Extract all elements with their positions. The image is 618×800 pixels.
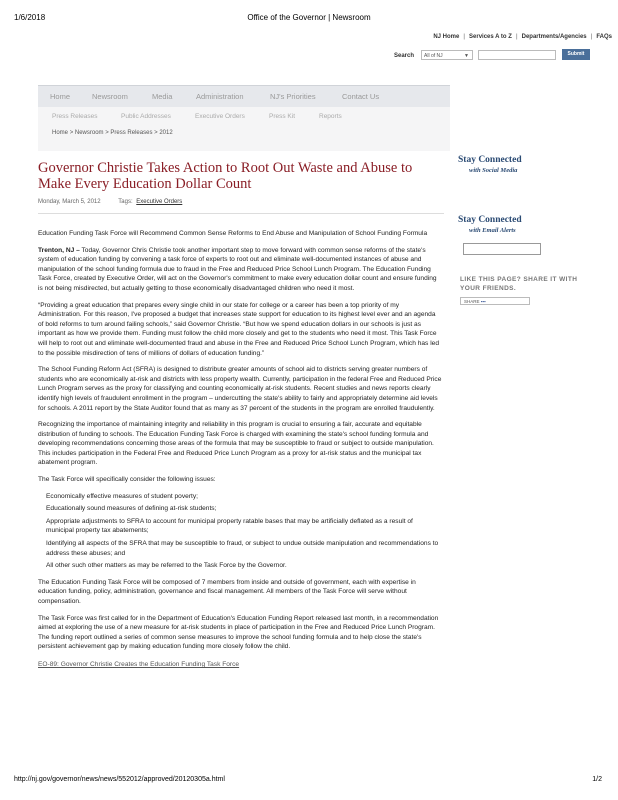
divider [38, 213, 444, 214]
list-item: Appropriate adjustments to SFRA to account for municipal property ratable bases that may be artificially deflated as a result of municipal property tax abatements; [46, 517, 413, 535]
print-header-date: 1/6/2018 [14, 13, 46, 22]
print-footer-page: 1/2 [592, 776, 602, 783]
social-subheading[interactable]: with Social Media [469, 167, 518, 174]
nav-home[interactable]: Home [50, 92, 71, 101]
article-title: Governor Christie Takes Action to Root Out Waste and Abuse to Make Every Education Dollar Count [38, 160, 413, 192]
share-label: SHARE [464, 299, 480, 304]
nav-media[interactable]: Media [152, 92, 173, 101]
share-prompt: LIKE THIS PAGE? SHARE IT WITH YOUR FRIENDS. [460, 276, 578, 292]
breadcrumb-separator: > [154, 130, 158, 136]
list-item: Economically effective measures of student poverty; [46, 492, 198, 500]
article-subtitle: Education Funding Task Force will Recommend Common Sense Reforms to End Abuse and Manipulation of School Funding Formula [38, 230, 428, 237]
list-item: Educationally sound measures of defining at-risk students; [46, 505, 217, 513]
breadcrumb-newsroom[interactable]: Newsroom [74, 130, 104, 136]
breadcrumb-home[interactable]: Home [52, 130, 69, 136]
paragraph [38, 246, 442, 294]
email-subheading[interactable]: with Email Alerts [469, 227, 516, 234]
social-icons: ▪▪▪ [480, 299, 486, 304]
paragraph-text: Today, Governor Chris Christie took another important step to move forward with common sense reforms of the state's system of education funding by convening a task force of experts to root out and eliminate well-documented instances of abuse and manipulation of the school funding formula due to fraud in the Free and Reduced Price School Lunch Program. The Education Funding Task Force, created by Executive Order, will act on the Governor's commitment to make every education dollar count and ensure funding is not being misdirected, but actually getting to those economically disadvantaged children who need it most. [38, 246, 437, 292]
paragraph: The School Funding Reform Act (SFRA) is designed to distribute greater amounts of school aid to districts serving greater numbers of students who are economically at-risk and districts with less property wealth. Currently, participation in the federal Free and Reduced Price Lunch Program serves as the proxy for classifying and counting economically at-risk students. Recent studies and news reports clearly identify high levels of fraudulent enrollment in the program – undercutting the state's ability to fairly and appropriately determine aid levels for schools. A 2011 report by the State Auditor found that as many as 37 percent of the students in the program are enrolled fraudulently. [38, 366, 442, 412]
nav-newsroom[interactable]: Newsroom [92, 92, 128, 101]
top-link-faqs[interactable]: FAQs [596, 34, 612, 40]
breadcrumb-separator: > [105, 130, 109, 136]
nav-administration[interactable]: Administration [196, 92, 244, 101]
separator: | [590, 34, 593, 40]
paragraph: “Providing a great education that prepares every single child in our state for college or a career has been a top priority of my Administration. For this reason, I've proposed a budget that increases state support for education to its highest level ever and an agenda of bold reforms to turn around failing schools,” said Governor Christie. “But how we spend education dollars in our schools is just as important as how we provide them. Funding must follow the child more closely and get to the students who need it most. This Task Force will help to root out and eliminate well-documented fraud and abuse in the Free and Reduced Price School Lunch Program, which has led to the possible misdirection of tens of millions of dollars of education funding.” [38, 301, 439, 357]
paragraph: The Education Funding Task Force will be composed of 7 members from inside and outside of government, each with expertise in education funding, policy, administration, governance and fiscal management. All members of the Task Force will serve without compensation. [38, 578, 416, 605]
list-item: Identifying all aspects of the SFRA that may be susceptible to fraud, or subject to undue outside manipulation and recommendations to address these abuses; and [46, 540, 439, 557]
paragraph: The Task Force will specifically consider the following issues: [38, 476, 216, 484]
separator: | [515, 34, 518, 40]
article-tag-link[interactable]: Executive Orders [136, 199, 183, 205]
search-label: Search [394, 53, 415, 59]
list-item: All other such other matters as may be referred to the Task Force by the Governor. [46, 562, 287, 570]
article-meta [38, 199, 182, 205]
breadcrumb-year[interactable]: 2012 [159, 130, 173, 136]
eo-89-link[interactable]: EO-89: Governor Christie Creates the Education Funding Task Force [38, 660, 240, 668]
top-links [433, 34, 612, 40]
nav-contact[interactable]: Contact Us [342, 92, 380, 101]
subnav-executive-orders[interactable]: Executive Orders [195, 113, 245, 120]
paragraph: The Task Force was first called for in the Department of Education's Education Funding Report released last month, in a recommendation aimed at exploring the use of a new measure for at-risk students in place of participation in the Free and Reduced Price Lunch Program. The funding report outlined a series of common sense measures to improve the school funding formula and to help close the state's persistent achievement gap by making education funding more closely follow the child. [38, 614, 439, 651]
subnav-press-releases[interactable]: Press Releases [52, 113, 98, 120]
dateline: Trenton, NJ – [38, 246, 80, 254]
article-date: Monday, March 5, 2012 [38, 199, 101, 205]
paragraph: Recognizing the importance of maintaining integrity and reliability in this program is crucial to ensuring a fair, accurate and equitable distribution of funding to schools. The Education Funding Task Force is charged with examining the state's school funding formula and developing recommendations concerning those areas of the formula that may be susceptible to fraud or subject to outside manipulation. This includes participation in the Federal Free and Reduced Price Lunch Program as a proxy for at-risk status and the municipal tax abatement program. [38, 421, 434, 467]
subnav-reports[interactable]: Reports [319, 113, 342, 120]
breadcrumb [52, 130, 173, 136]
subnav-press-kit[interactable]: Press Kit [269, 113, 296, 120]
subnav-public-addresses[interactable]: Public Addresses [121, 113, 171, 120]
email-alerts-input[interactable] [463, 243, 541, 255]
search-scope-value: All of NJ [424, 53, 443, 59]
main-nav [38, 85, 450, 109]
print-header-title: Office of the Governor | Newsroom [247, 13, 371, 22]
search-submit-button[interactable]: Submit [562, 49, 590, 60]
search-input[interactable] [478, 50, 556, 60]
email-heading: Stay Connected [458, 215, 522, 225]
top-link-services[interactable]: Services A to Z [469, 34, 512, 40]
top-link-nj-home[interactable]: NJ Home [433, 34, 460, 40]
article-body [38, 229, 442, 670]
top-link-departments[interactable]: Departments/Agencies [521, 34, 587, 40]
separator: | [463, 34, 466, 40]
breadcrumb-separator: > [69, 130, 74, 136]
search-scope-select[interactable] [421, 50, 473, 60]
sub-nav [38, 107, 450, 151]
breadcrumb-press-releases[interactable]: Press Releases [110, 130, 153, 136]
nav-priorities[interactable]: NJ's Priorities [270, 92, 316, 101]
print-footer-url: http://nj.gov/governor/news/news/552012/approved/20120305a.html [14, 776, 225, 783]
tags-label: Tags: [118, 199, 133, 205]
social-heading: Stay Connected [458, 155, 522, 165]
chevron-down-icon: ▼ [464, 53, 469, 59]
share-button[interactable] [460, 297, 530, 305]
